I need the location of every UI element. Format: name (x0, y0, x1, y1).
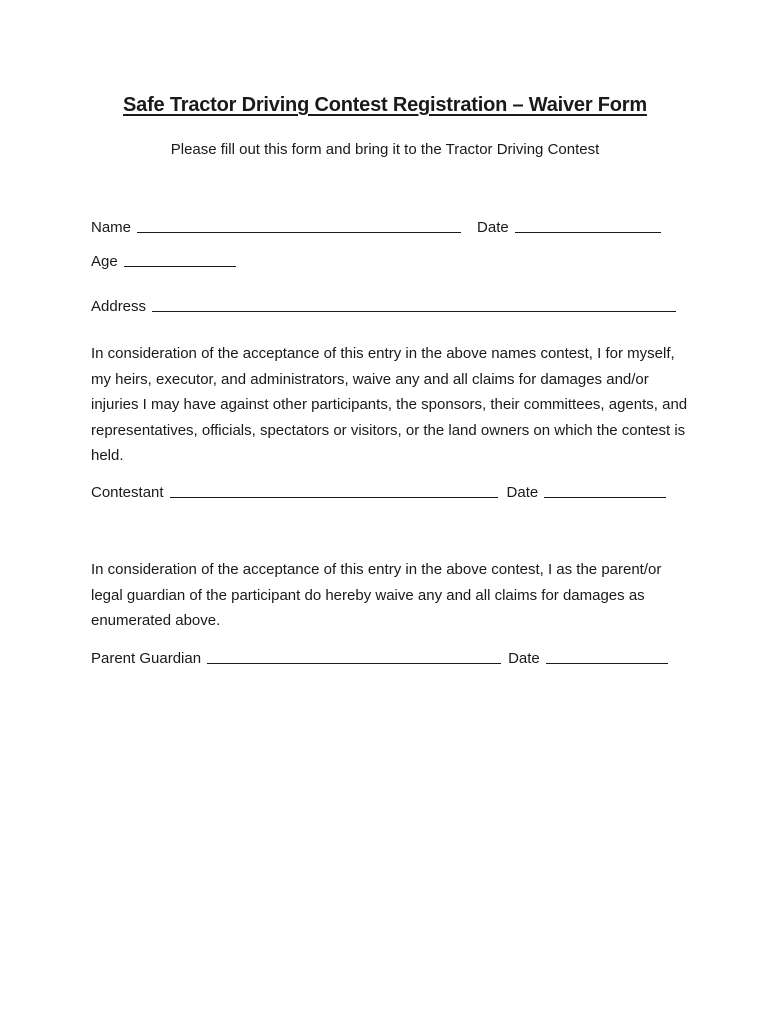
contestant-date-field[interactable] (544, 482, 666, 498)
date-label: Date (477, 219, 509, 236)
guardian-paragraph: In consideration of the acceptance of this entry in the above contest, I as the parent/or legal guardian of the participant do hereby waive any and all claims for damages as enumerated above. (91, 561, 662, 629)
form-title: Safe Tractor Driving Contest Registration – Waiver Form (123, 94, 647, 116)
parent-guardian-label: Parent Guardian (91, 650, 202, 667)
contestant-date-label: Date (506, 484, 539, 501)
guardian-signature-row (91, 648, 668, 667)
age-row (91, 251, 236, 270)
parent-date-field[interactable] (546, 648, 668, 664)
name-field[interactable] (137, 217, 461, 233)
contestant-signature-row (91, 482, 666, 501)
date-field[interactable] (515, 217, 661, 233)
contestant-label: Contestant (91, 484, 164, 501)
parent-date-label: Date (508, 650, 540, 667)
address-label: Address (91, 298, 147, 315)
name-date-row (91, 217, 661, 236)
address-field[interactable] (152, 296, 676, 312)
age-field[interactable] (124, 251, 236, 267)
waiver-paragraph: In consideration of the acceptance of this entry in the above names contest, I for myself, my heirs, executor, and administrators, waive any and all claims for damages and/or injuries I may have against other participants, the sponsors, their committees, agents, and representatives, officials, spectators or visitors, or the land owners on which the contest is held. (91, 345, 688, 464)
name-label: Name (91, 219, 132, 236)
parent-guardian-signature-field[interactable] (207, 648, 501, 664)
age-label: Age (91, 253, 118, 270)
address-row (91, 296, 676, 315)
form-subtitle: Please fill out this form and bring it to the Tractor Driving Contest (170, 141, 600, 158)
contestant-signature-field[interactable] (170, 482, 498, 498)
